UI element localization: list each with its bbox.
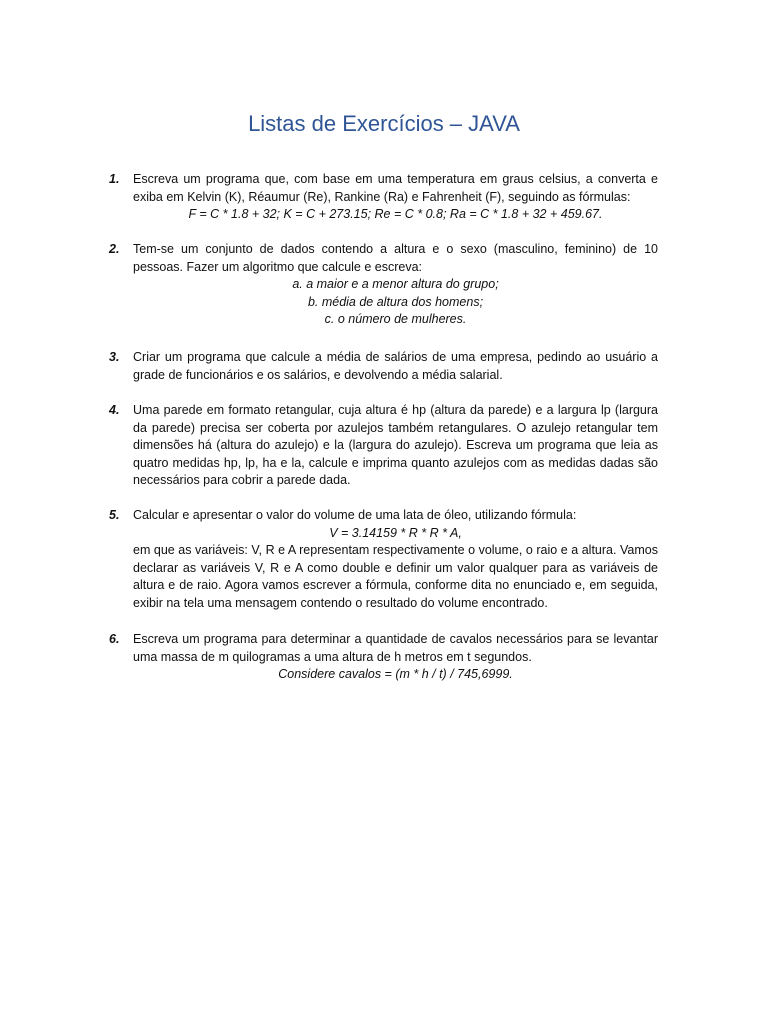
exercise-body <box>133 402 658 490</box>
exercise-text: Calcular e apresentar o valor do volume de uma lata de óleo, utilizando fórmula: <box>133 508 577 522</box>
exercise-text: em que as variáveis: V, R e A representam respectivamente o volume, o raio e a altura. Vamos declarar as variáveis V, R e A como double e definir um valor qualquer para as variáveis de altura e de raio. Agora vamos escrever a fórmula, conforme dita no enunciado e, em seguida, exibir na tela uma mensagem contendo o resultado do volume encontrado. <box>133 543 658 610</box>
page-title: Listas de Exercícios – JAVA <box>248 111 520 136</box>
exercise-text: Tem-se um conjunto de dados contendo a altura e o sexo (masculino, feminino) de 10 pessoas. Fazer um algoritmo que calcule e escreva: <box>133 242 658 274</box>
exercise-body <box>133 507 658 612</box>
exercise-text: Escreva um programa que, com base em uma temperatura em graus celsius, a converta e exiba em Kelvin (K), Réaumur (Re), Rankine (Ra) e Fahrenheit (F), seguindo as fórmulas: <box>133 172 658 204</box>
exercise-text: Criar um programa que calcule a média de salários de uma empresa, pedindo ao usuário a grade de funcionários e os salários, e devolvendo a média salarial. <box>133 350 658 382</box>
exercise-formula: F = C * 1.8 + 32; K = C + 273.15; Re = C * 0.8; Ra = C * 1.8 + 32 + 459.67. <box>188 207 603 221</box>
exercise-number: 6. <box>109 632 120 646</box>
exercise-item: a. a maior e a menor altura do grupo; <box>292 277 499 291</box>
exercise-item: b. média de altura dos homens; <box>307 294 484 309</box>
exercise-formula: Considere cavalos = (m * h / t) / 745,6999. <box>278 667 513 681</box>
exercise-number: 3. <box>109 350 120 364</box>
exercise-number: 5. <box>109 508 120 522</box>
exercise-number: 2. <box>109 242 120 256</box>
exercise-text: Uma parede em formato retangular, cuja altura é hp (altura da parede) e a largura lp (largura da parede) precisa ser coberta por azulejos também retangulares. O azulejo retangular tem dimensões há (altura do azulejo) e la (largura do azulejo). Escreva um programa que leia as quatro medidas hp, lp, ha e la, calcule e imprima quanto azulejos com as medidas dadas são necessários para cobrir a parede dada. <box>133 403 658 487</box>
exercise-formula: V = 3.14159 * R * R * A, <box>329 525 462 540</box>
exercise-body <box>133 241 658 329</box>
exercise-number: 1. <box>109 172 120 186</box>
exercise-item: c. o número de mulheres. <box>324 312 467 326</box>
exercise-body <box>133 171 658 224</box>
exercise-number: 4. <box>109 403 120 417</box>
exercise-text: Escreva um programa para determinar a quantidade de cavalos necessários para se levantar uma massa de m quilogramas a uma altura de h metros em t segundos. <box>133 632 658 664</box>
exercise-body <box>133 349 658 384</box>
exercise-body <box>133 631 658 684</box>
